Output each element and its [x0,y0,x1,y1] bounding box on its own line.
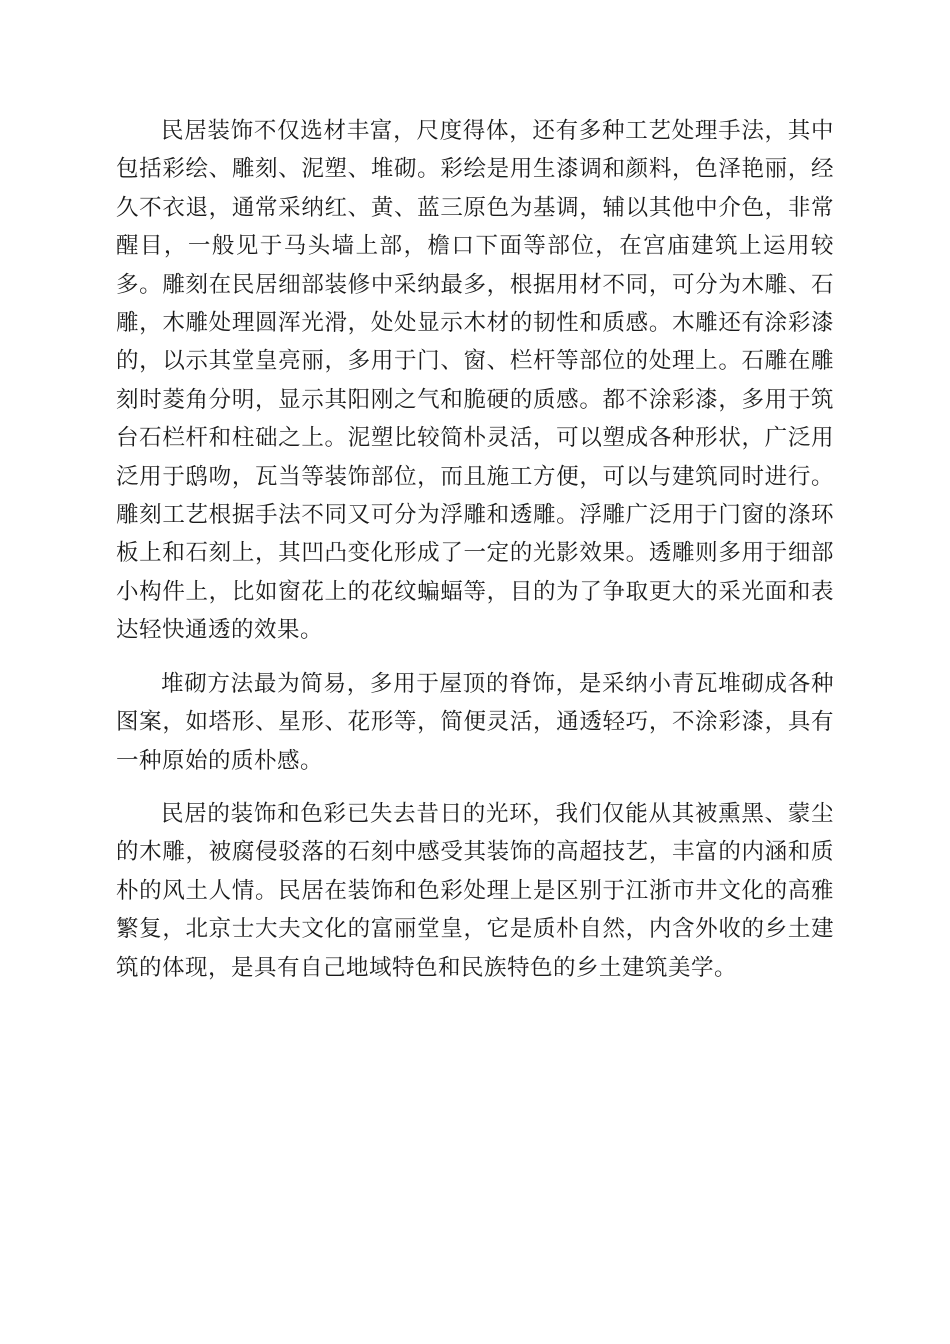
paragraph-decoration-and-color: 民居的装饰和色彩已失去昔日的光环，我们仅能从其被熏黑、蒙尘的木雕，被腐侵驳落的石刻中感受其装饰的高超技艺，丰富的内涵和质朴的风土人情。民居在装饰和色彩处理上是区别于江浙市井文化的高雅繁复，北京士大夫文化的富丽堂皇，它是质朴自然，内含外收的乡土建筑的体现，是具有自己地域特色和民族特色的乡土建筑美学。 [116,800,834,981]
paragraph-decoration-techniques: 民居装饰不仅选材丰富，尺度得体，还有多种工艺处理手法，其中包括彩绘、雕刻、泥塑、堆砌。彩绘是用生漆调和颜料，色泽艳丽，经久不衣退，通常采纳红、黄、蓝三原色为基调，辅以其他中介色，非常醒目，一般见于马头墙上部，檐口下面等部位，在宫庙建筑上运用较多。雕刻在民居细部装修中采纳最多，根据用材不同，可分为木雕、石雕，木雕处理圆浑光滑，处处显示木材的韧性和质感。木雕还有涂彩漆的，以示其堂皇亮丽，多用于门、窗、栏杆等部位的处理上。石雕在雕刻时菱角分明，显示其阳刚之气和脆硬的质感。都不涂彩漆，多用于筑台石栏杆和柱础之上。泥塑比较简朴灵活，可以塑成各种形状，广泛用泛用于鸱吻，瓦当等装饰部位，而且施工方便，可以与建筑同时进行。雕刻工艺根据手法不同又可分为浮雕和透雕。浮雕广泛用于门窗的涤环板上和石刻上，其凹凸变化形成了一定的光影效果。透雕则多用于细部小构件上，比如窗花上的花纹蝙蝠等，目的为了争取更大的采光面和表达轻快通透的效果。 [116,118,834,644]
body-text [116,112,834,987]
paragraph-stacking-method: 堆砌方法最为简易，多用于屋顶的脊饰，是采纳小青瓦堆砌成各种图案，如塔形、星形、花形等，简便灵活，通透轻巧，不涂彩漆，具有一种原始的质朴感。 [116,670,834,774]
